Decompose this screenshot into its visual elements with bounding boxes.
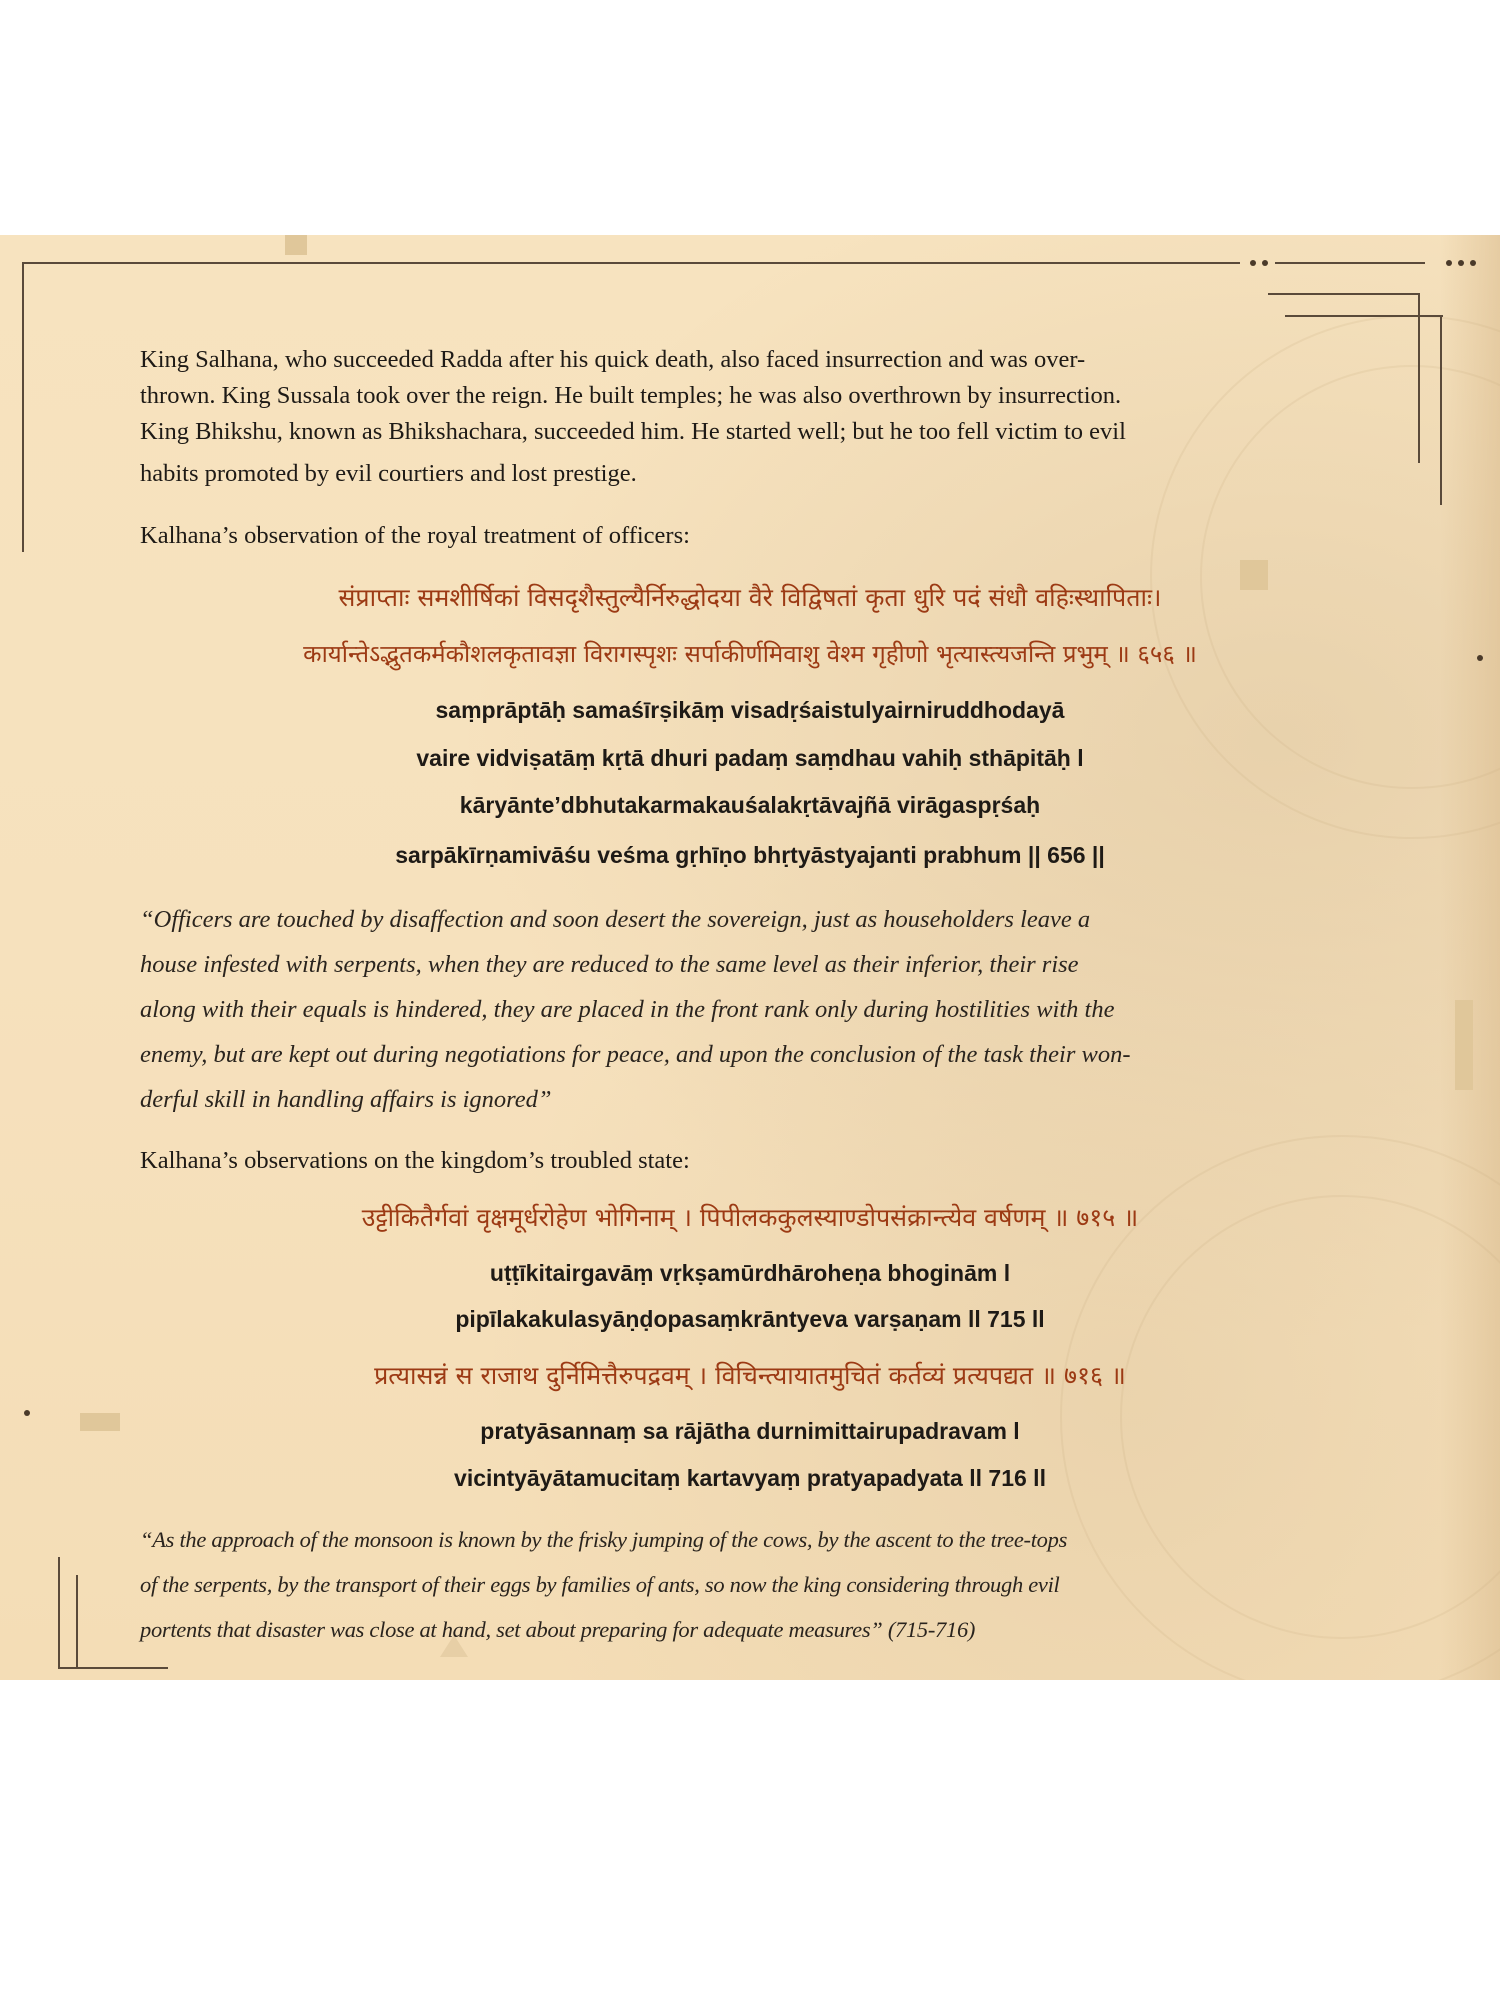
translation-line: derful skill in handling affairs is ignored” [140,1086,552,1113]
decorative-block [80,1413,120,1431]
frame-corner-line [1418,293,1420,463]
intro-line: habits promoted by evil courtiers and lost prestige. [140,460,637,487]
section1-heading: Kalhana’s observation of the royal treatment of officers: [140,522,690,549]
frame-bottom-left-line [58,1557,60,1667]
frame-corner-line [1268,293,1418,295]
frame-dot [1470,260,1476,266]
sanskrit-verse-715: उट्टीकितैर्गवां वृक्षमूर्धरोहेण भोगिनाम् । पिपीलककुलस्याण्डोपसंक्रान्त्येव वर्षणम् ॥ ७१५ ॥ [361,1203,1139,1232]
translation-line: “Officers are touched by disaffection and soon desert the sovereign, just as householders leave a [140,906,1091,933]
transliteration-656-line2: vaire vidviṣatāṃ kṛtā dhuri padaṃ saṃdhau vahiḥ sthāpitāḥ l [416,745,1084,771]
transliteration-716-line2: vicintyāyātamucitaṃ kartavyaṃ pratyapadyata ll 716 ll [454,1465,1046,1491]
transliteration-656-line1: saṃprāptāḥ samaśīrṣikāṃ visadṛśaistulyairniruddhodayā [435,697,1065,723]
translation-line: portents that disaster was close at hand, set about preparing for adequate measures” (715-716) [140,1617,976,1642]
book-page [0,235,1500,1680]
frame-top-line [1275,262,1425,264]
decorative-block [285,235,307,255]
intro-paragraph [140,342,1360,492]
sanskrit-verse-656-line1: संप्राप्ताः समशीर्षिकां विसदृशैस्तुल्यैर्निरुद्धोदया वैरे विद्विषतां कृता धुरि पदं संधौ वहिःस्थापिताः। [338,583,1162,612]
frame-left-line [22,262,24,552]
intro-line: King Salhana, who succeeded Radda after his quick death, also faced insurrection and was over- [140,346,1086,373]
transliteration-715-line1: uṭṭīkitairgavāṃ vṛkṣamūrdhāroheṇa bhoginām l [489,1260,1011,1286]
frame-dot [1446,260,1452,266]
decorative-block [1455,1000,1473,1090]
translation-715-716 [140,1517,1340,1652]
frame-dot [1250,260,1256,266]
translation-line: “As the approach of the monsoon is known by the frisky jumping of the cows, by the ascent to the tree-tops [140,1527,1068,1552]
section2-heading: Kalhana’s observations on the kingdom’s troubled state: [140,1147,690,1174]
frame-top-line [22,262,1240,264]
sanskrit-verse-656-line2: कार्यान्तेऽद्भुतकर्मकौशलकृतावज्ञा विरागस्पृशः सर्पाकीर्णमिवाशु वेश्म गृहीणो भृत्यास्त्यजन्ति प्रभुम् ॥ ६५६ ॥ [303,640,1197,668]
translation-line: house infested with serpents, when they are reduced to the same level as their inferior, their rise [140,951,1079,978]
frame-bottom-left-line [76,1575,78,1667]
translation-line: enemy, but are kept out during negotiations for peace, and upon the conclusion of the task their won- [140,1041,1131,1068]
translation-line: of the serpents, by the transport of their eggs by families of ants, so now the king considering through evil [140,1572,1060,1597]
frame-dot [24,1410,30,1416]
frame-dot [1458,260,1464,266]
frame-corner-line [1440,315,1442,505]
translation-line: along with their equals is hindered, they are placed in the front rank only during hostilities with the [140,996,1115,1023]
translation-656 [140,897,1340,1122]
frame-bottom-left-line [58,1667,168,1669]
frame-dot [1262,260,1268,266]
transliteration-715-line2: pipīlakakulasyāṇḍopasaṃkrāntyeva varṣaṇam ll 715 ll [455,1306,1045,1332]
intro-line: King Bhikshu, known as Bhikshachara, succeeded him. He started well; but he too fell victim to evil [140,418,1126,445]
transliteration-656-line3: kāryānte’dbhutakarmakauśalakṛtāvajñā virāgaspṛśaḥ [459,792,1041,818]
intro-line: thrown. King Sussala took over the reign. He built temples; he was also overthrown by insurrection. [140,382,1122,409]
transliteration-656-line4: sarpākīrṇamivāśu veśma gṛhīṇo bhṛtyāstyajanti prabhum || 656 || [395,842,1105,868]
sanskrit-verse-716: प्रत्यासन्नं स राजाथ दुर्निमित्तैरुपद्रवम् । विचिन्त्यायातमुचितं कर्तव्यं प्रत्यपद्यत ॥ ७१६ ॥ [374,1361,1126,1390]
transliteration-716-line1: pratyāsannaṃ sa rājātha durnimittairupadravam l [480,1418,1020,1444]
frame-dot [1477,655,1483,661]
